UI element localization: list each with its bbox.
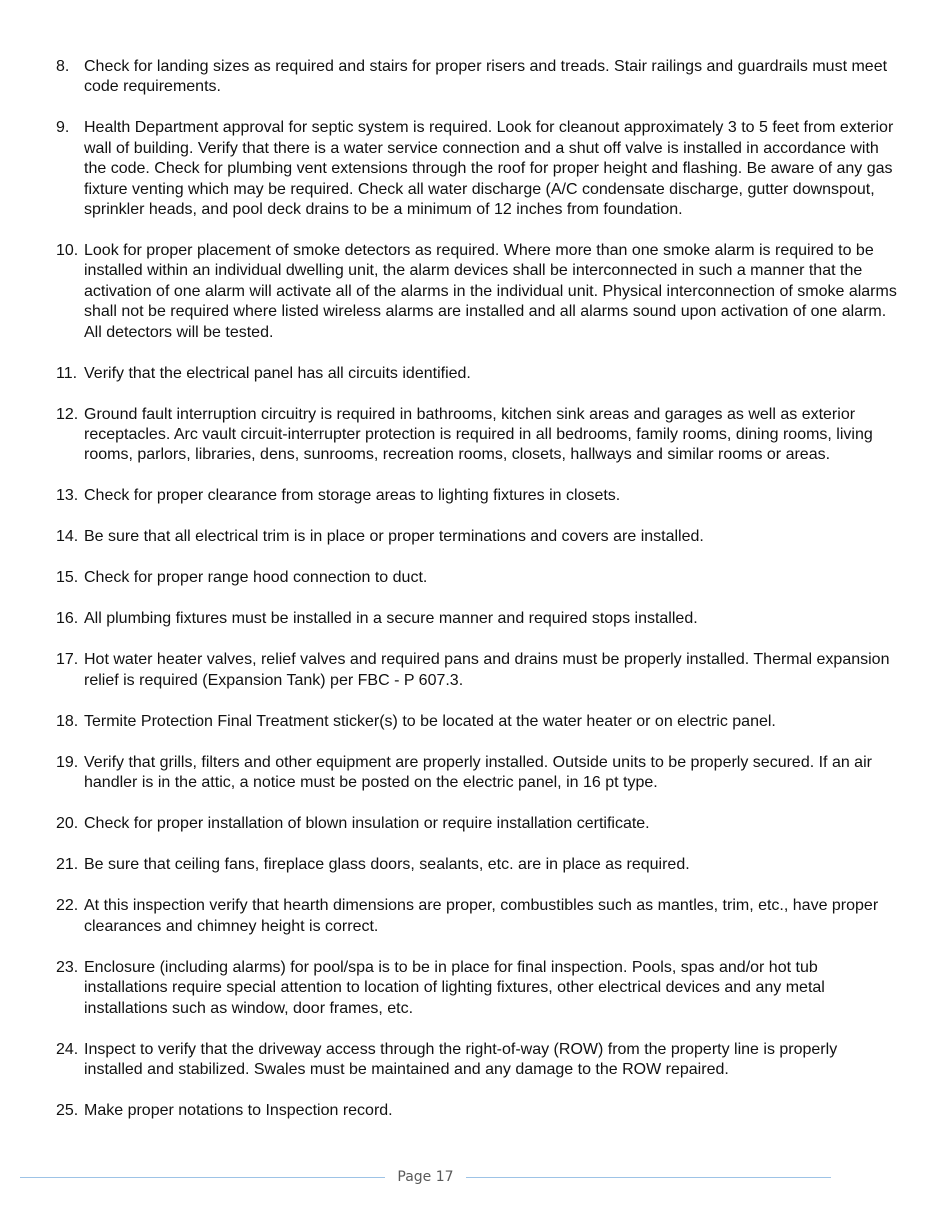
list-item bbox=[56, 1040, 898, 1081]
list-item bbox=[56, 118, 898, 220]
item-number: 15. bbox=[56, 569, 79, 587]
item-text: Check for proper installation of blown insulation or require installation certificate. bbox=[84, 815, 650, 833]
item-number: 24. bbox=[56, 1040, 79, 1058]
item-number: 8. bbox=[56, 58, 70, 75]
item-number: 14. bbox=[56, 528, 79, 546]
item-text: Hot water heater valves, relief valves and required pans and drains must be properly installed. Thermal expansion relief is required (Expansion Tank) per FBC - P 607.3. bbox=[84, 651, 890, 689]
item-number: 17. bbox=[56, 651, 79, 669]
list-item bbox=[56, 896, 898, 937]
item-number: 11. bbox=[56, 364, 78, 382]
item-text: Check for proper clearance from storage areas to lighting fixtures in closets. bbox=[84, 487, 621, 505]
item-number: 21. bbox=[56, 856, 79, 874]
item-number: 9. bbox=[56, 119, 70, 137]
item-text: Verify that grills, filters and other equipment are properly installed. Outside units to be properly secured. If an air handler is in the attic, a notice must be posted on the electric panel, in 16 pt type. bbox=[84, 753, 872, 792]
item-text: All plumbing fixtures must be installed in a secure manner and required stops installed. bbox=[84, 610, 698, 628]
list-item bbox=[56, 1101, 898, 1121]
item-text: Verify that the electrical panel has all circuits identified. bbox=[84, 364, 471, 382]
item-number: 22. bbox=[56, 897, 79, 915]
item-number: 19. bbox=[56, 753, 79, 771]
list-item bbox=[56, 568, 898, 588]
list-item bbox=[56, 650, 898, 691]
item-number: 23. bbox=[56, 958, 79, 976]
item-number: 25. bbox=[56, 1101, 79, 1119]
item-number: 16. bbox=[56, 610, 79, 628]
list-item bbox=[56, 486, 898, 506]
list-item bbox=[56, 753, 898, 794]
item-text: Be sure that ceiling fans, fireplace glass doors, sealants, etc. are in place as required. bbox=[84, 856, 690, 874]
item-number: 10. bbox=[56, 242, 79, 260]
page-number: Page 17 bbox=[397, 1169, 454, 1185]
list-item bbox=[56, 527, 898, 547]
inspection-checklist bbox=[56, 57, 898, 1142]
item-number: 18. bbox=[56, 712, 79, 730]
item-text: Ground fault interruption circuitry is required in bathrooms, kitchen sink areas and garages as well as exterior receptacles. Arc vault circuit-interrupter protection is required in all bedrooms, family rooms, dining rooms, living rooms, parlors, libraries, dens, sunrooms, recreation rooms, closets, hallways and similar rooms or areas. bbox=[84, 405, 873, 464]
item-number: 12. bbox=[56, 405, 79, 423]
item-text: Check for proper range hood connection to duct. bbox=[84, 569, 428, 587]
item-number: 20. bbox=[56, 815, 79, 833]
list-item bbox=[56, 814, 898, 834]
page-footer bbox=[0, 1167, 950, 1187]
footer-rule-left bbox=[20, 1177, 385, 1178]
item-text: Be sure that all electrical trim is in place or proper terminations and covers are installed. bbox=[84, 528, 704, 546]
item-number: 13. bbox=[56, 487, 79, 505]
list-item bbox=[56, 241, 898, 343]
list-item bbox=[56, 405, 898, 466]
list-item bbox=[56, 57, 898, 98]
item-text: Check for landing sizes as required and stairs for proper risers and treads. Stair railings and guardrails must meet code requirements. bbox=[84, 58, 888, 96]
footer-rule-right bbox=[466, 1177, 831, 1178]
item-text: Make proper notations to Inspection record. bbox=[84, 1101, 393, 1119]
item-text: Inspect to verify that the driveway access through the right-of-way (ROW) from the property line is properly installed and stabilized. Swales must be maintained and any damage to the ROW repaired. bbox=[84, 1040, 838, 1078]
list-item bbox=[56, 855, 898, 875]
item-text: At this inspection verify that hearth dimensions are proper, combustibles such as mantles, trim, etc., have proper clearances and chimney height is correct. bbox=[84, 897, 879, 935]
list-item bbox=[56, 609, 898, 629]
item-text: Look for proper placement of smoke detectors as required. Where more than one smoke alarm is required to be installed within an individual dwelling unit, the alarm devices shall be interconnected in such a manner that the activation of one alarm will activate all of the alarms in the individual unit. Physical interconnection of smoke alarms shall not be required where listed wireless alarms are installed and all alarms sound upon activation of one alarm. All detectors will be tested. bbox=[84, 242, 897, 341]
item-text: Termite Protection Final Treatment sticker(s) to be located at the water heater or on electric panel. bbox=[84, 712, 776, 730]
item-text: Enclosure (including alarms) for pool/spa is to be in place for final inspection. Pools, spas and/or hot tub installations require special attention to location of lighting fixtures, other electrical devices and any metal installations such as window, door frames, etc. bbox=[84, 958, 825, 1017]
list-item bbox=[56, 958, 898, 1019]
list-item bbox=[56, 364, 898, 384]
item-text: Health Department approval for septic system is required. Look for cleanout approximately 3 to 5 feet from exterior wall of building. Verify that there is a water service connection and a shut off valve is installed in accordance with the code. Check for plumbing vent extensions through the roof for proper height and flashing. Be aware of any gas fixture venting which may be required. Check all water discharge (A/C condensate discharge, gutter downspout, sprinkler heads, and pool deck drains to be a minimum of 12 inches from foundation. bbox=[84, 119, 894, 219]
list-item bbox=[56, 712, 898, 732]
